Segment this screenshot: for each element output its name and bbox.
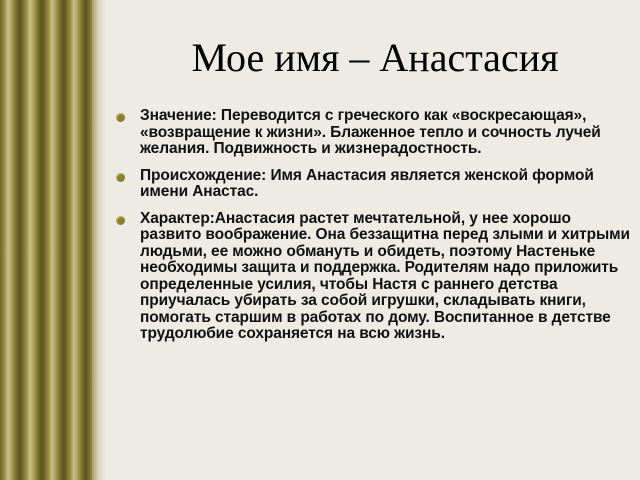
slide-title: Мое имя – Анастасия: [191, 35, 559, 80]
bullet-item-origin: [112, 168, 630, 201]
bullet-item-meaning: [112, 108, 630, 158]
bullet-icon: [116, 173, 125, 182]
bullet-text-character: Характер:Анастасия растет мечтательной, у нее хорошо развито воображение. Она беззащитна перед злыми и хитрыми людьми, ее можно обмануть и обидеть, поэтому Настеньке необходимы защита и поддержка. Родителям надо приложить определенные усилия, чтобы Настя с раннего детства приучалась убирать за собой игрушки, складывать книги, помогать старшим в работах по дому. Воспитанное в детстве трудолюбие сохраняется на всю жизнь.: [140, 209, 630, 342]
bullet-item-character: [112, 211, 630, 343]
bullet-text-meaning: Значение: Переводится с греческого как «воскресающая», «возвращение к жизни». Блаженное тепло и сочность лучей желания. Подвижность и жизнерадостность.: [140, 107, 601, 157]
decorative-stripes: [0, 0, 92, 480]
bullet-icon: [116, 113, 125, 122]
bullet-icon: [116, 216, 125, 225]
bullet-text-origin: Происхождение: Имя Анастасия является женской формой имени Анастас.: [140, 166, 594, 200]
decorative-edge: [92, 0, 106, 480]
bullet-list: [112, 108, 630, 353]
